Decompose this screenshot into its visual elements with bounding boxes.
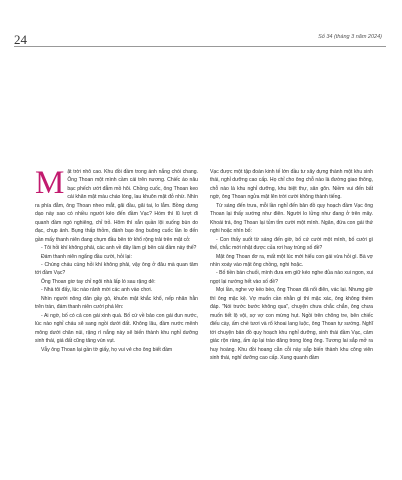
paragraph: - Ai ngờ, bố có cả con gái xinh quá. Bố cứ về bảo con gái đun nước, lúc nào nghỉ cháu sẽ sang ngồi dưới đất. Không lâu, đầm nước mênh mông dưới chân núi, rặng rì nắng này sẽ biến thành khu nghỉ dưỡng sinh thái, giá đất cũng tăng vùn vụt. [35, 312, 198, 345]
paragraph: - Tôi hỏi khí không phải, các anh về đây làm gì bên cái đầm này thế? [41, 245, 197, 252]
paragraph: - Nhà tôi đấy, lúc nào rảnh mời các anh vào chơi. [41, 287, 153, 294]
paragraph: - Bố tiền bán chuối, mình đưa em giữ kéo nghe đủa nào xui ngon, xui ngọt lại nướng hết vào số đề? [210, 270, 373, 285]
paragraph: Nhìn người nông dân gầy gò, khuôn mặt khắc khổ, nếp nhăn hằn trên trán, đám thanh niên cười phá lên: [35, 295, 198, 311]
paragraph: - Con thấy suốt từ sáng đến giờ, bố cứ cười một mình, bố cười gì thế, chắc mới nhặt được của rơi hay trúng số đề? [210, 236, 373, 252]
paragraph: - Chúng cháu cùng hỏi khí không phải, vậy ông ở đâu mà quan tâm tới đầm Vạc? [35, 261, 198, 277]
page-number: 24 [14, 32, 27, 47]
paragraph: Vạc được một tập đoàn kinh tế lớn đầu tư xây dựng thành một khu sinh thái, nghỉ dưỡng cao cấp. Họ chỉ cho ông chỗ nào là đường giao thông, chỗ nào là khu nghỉ dưỡng, khu biệt thự, sân gôn. Niềm vui đến bất ngờ, ông Thoan ngửa mặt lên trời cười không thành tiếng. [210, 169, 373, 201]
paragraph: Từ sáng đến trưa, mỗi lần nghỉ đến bản đồ quy hoạch đầm Vạc ông Thoan lại thấy sướng như điên. Người lo lửng như đang ở trên mây. Khoái trá, ông Thoan lại tủm tỉm cười một mình. Ngăn, đứa con gái thứ nghi hoặc nhìn bố: [210, 202, 373, 235]
paragraph: Mặt ông Thoan đơ ra, mất một lúc mới hiểu con gái vừa hỏi gì. Bà vợ nhìn xoáy vào mặt ông chồng, nghi hoặc. [210, 253, 373, 268]
issue-label: Số 34 (tháng 3 năm 2024) [318, 34, 382, 40]
drop-cap: M [35, 165, 65, 201]
paragraph: Vẫy ông Thoan lại gần tờ giấy, họ vui vẻ cho ông biết đầm [41, 346, 173, 353]
paragraph: Mọi lần, nghe vợ kéo bèo, ông Thoan đã nổi điên, vác lại. Nhưng giờ thì ông mặc kệ. Vợ muốn cần nhằn gì thì mặc xác, ông không thèm đáp. "Nói trước bước không qua", chuyện chưa chắc chắn, ông chưa muốn tiết lộ vội, sợ vợ con mừng hụt. Ngồi trên chõng tre, bên chiếc điếu cày, ấm chè tươi và rổ khoai lang luộc, ông Thoan tự sướng. Nghĩ tới chuyện bản đồ quy hoạch khu nghỉ dưỡng, sinh thái đầm Vạc, cảm giác rộn ràng, ấm áp lại trào dâng trong lòng ông. Tương lai sắp mở ra huy hoàng. Khu đồi hoang cằn cỗi này sắp biến thành khu công viên sinh thái, nghỉ dưỡng cao cấp. Xung quanh đầm [210, 287, 373, 361]
paragraph: Mặt trời nhô cao. Khu đồi đầm trong ánh nắng chói chang. Ông Thoan một mình cầm cái trên nương. Chiếc áo nâu bạc phếch ướt đẫm mồ hôi. Chồng cuốc, ông Thoan keo cái khăn mặt màu cháo lòng, lau khuôn mặt đỏ nhừ. Nhìn ra phía đằm, ông Thoan nheo mắt, gãi đầu, gãi tai, lo lắm. Bồng dưng dạo này sao có nhiều người kéo đến đầm Vạc? Hóm thì lũ lượt đi quanh đầm ngó nghiêng, chỉ trỏ. Hôm thì xắn quần lội xuống bùn do đạc, chụp ảnh. Bụng thấp thỏm, đánh bạo ông buông cuốc lần lo đến gần mấy thanh niên đang chụm đầu bên tờ khổ rộng trải trên mặt cỏ: [35, 165, 198, 243]
paragraph: Đám thanh niên ngẩng đầu cười, hỏi lại: [41, 253, 132, 260]
article-column-left [35, 165, 198, 354]
article-column-right [210, 168, 373, 362]
header-rule [14, 46, 386, 47]
paragraph: Ông Thoan giơ tay chỉ ngôi nhà lấp ló sau rặng dẻ: [41, 278, 156, 285]
